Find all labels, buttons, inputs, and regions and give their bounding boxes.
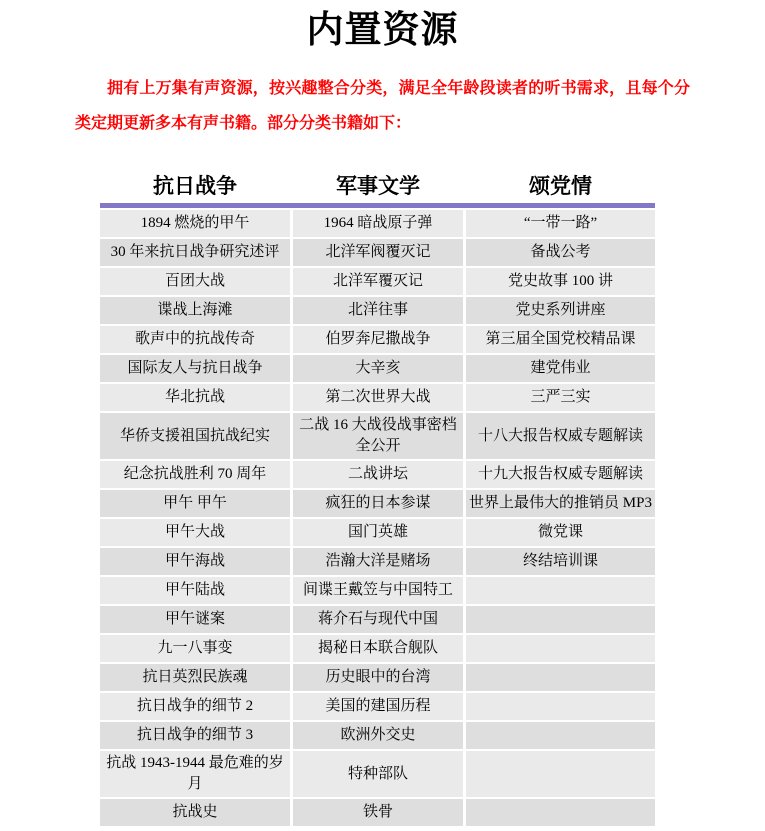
table-cell: 30 年来抗日战争研究述评 [100, 239, 290, 266]
table-body [100, 210, 655, 826]
table-cell: 甲午大战 [100, 519, 290, 546]
header-rule [100, 203, 655, 208]
table-cell: 甲午陆战 [100, 577, 290, 604]
table-cell: 甲午海战 [100, 548, 290, 575]
table-cell: 十八大报告权威专题解读 [466, 413, 655, 459]
table-cell: 三严三实 [466, 384, 655, 411]
table-cell: 大辛亥 [293, 355, 463, 382]
table-cell: 美国的建国历程 [293, 693, 463, 720]
table-cell [466, 606, 655, 633]
table-cell: 第二次世界大战 [293, 384, 463, 411]
table-cell [466, 577, 655, 604]
table-cell: 谍战上海滩 [100, 297, 290, 324]
table-cell: 第三届全国党校精品课 [466, 326, 655, 353]
table-cell: 世界上最伟大的推销员 MP3 [466, 490, 655, 517]
table-cell: 间谍王戴笠与中国特工 [293, 577, 463, 604]
table-cell: 铁骨 [293, 799, 463, 826]
table-cell [466, 664, 655, 691]
page-title: 内置资源 [306, 9, 459, 50]
table-cell: 伯罗奔尼撒战争 [293, 326, 463, 353]
table-cell: 抗日英烈民族魂 [100, 664, 290, 691]
table-cell: 备战公考 [466, 239, 655, 266]
table-cell: 微党课 [466, 519, 655, 546]
table-header-row [100, 166, 655, 203]
table-cell: 揭秘日本联合舰队 [293, 635, 463, 662]
column-header-party: 颂党情 [529, 174, 592, 198]
table-cell: 1964 暗战原子弹 [293, 210, 463, 237]
table-cell: 二战讲坛 [293, 461, 463, 488]
table-cell: 二战 16 大战役战事密档全公开 [293, 413, 463, 459]
table-cell: 历史眼中的台湾 [293, 664, 463, 691]
table-cell [466, 635, 655, 662]
table-cell: 华侨支援祖国抗战纪实 [100, 413, 290, 459]
table-cell: 抗日战争的细节 2 [100, 693, 290, 720]
table-cell: 国门英雄 [293, 519, 463, 546]
table-cell: 甲午 甲午 [100, 490, 290, 517]
table-cell: 终结培训课 [466, 548, 655, 575]
table-cell: 纪念抗战胜利 70 周年 [100, 461, 290, 488]
table-cell: 百团大战 [100, 268, 290, 295]
intro-paragraph: 拥有上万集有声资源，按兴趣整合分类，满足全年龄段读者的听书需求，且每个分类定期更新多本有声书籍。部分分类书籍如下： [75, 80, 690, 132]
table-cell: 建党伟业 [466, 355, 655, 382]
table-cell: 北洋军覆灭记 [293, 268, 463, 295]
table-cell [466, 799, 655, 826]
table-cell: 疯狂的日本参谋 [293, 490, 463, 517]
table-cell: 北洋军阀覆灭记 [293, 239, 463, 266]
table-cell: 抗日战争的细节 3 [100, 722, 290, 749]
table-cell: 九一八事变 [100, 635, 290, 662]
table-cell: 欧洲外交史 [293, 722, 463, 749]
table-cell [466, 693, 655, 720]
table-cell [466, 751, 655, 797]
table-cell: 北洋往事 [293, 297, 463, 324]
table-cell: 抗战史 [100, 799, 290, 826]
column-header-war: 抗日战争 [153, 174, 237, 198]
table-cell: 党史故事 100 讲 [466, 268, 655, 295]
column-header-military-literature: 军事文学 [336, 174, 420, 198]
table-cell: 浩瀚大洋是赌场 [293, 548, 463, 575]
table-cell: 华北抗战 [100, 384, 290, 411]
table-cell: 甲午谜案 [100, 606, 290, 633]
table-cell: 国际友人与抗日战争 [100, 355, 290, 382]
document-page [0, 6, 765, 831]
table-cell: 特种部队 [293, 751, 463, 797]
table-cell: 1894 燃烧的甲午 [100, 210, 290, 237]
table-cell: 党史系列讲座 [466, 297, 655, 324]
table-cell: 蒋介石与现代中国 [293, 606, 463, 633]
table-cell: 歌声中的抗战传奇 [100, 326, 290, 353]
table-cell: “一带一路” [466, 210, 655, 237]
table-cell: 抗战 1943-1944 最危难的岁月 [100, 751, 290, 797]
table-cell [466, 722, 655, 749]
resource-table [100, 166, 655, 826]
table-cell: 十九大报告权威专题解读 [466, 461, 655, 488]
